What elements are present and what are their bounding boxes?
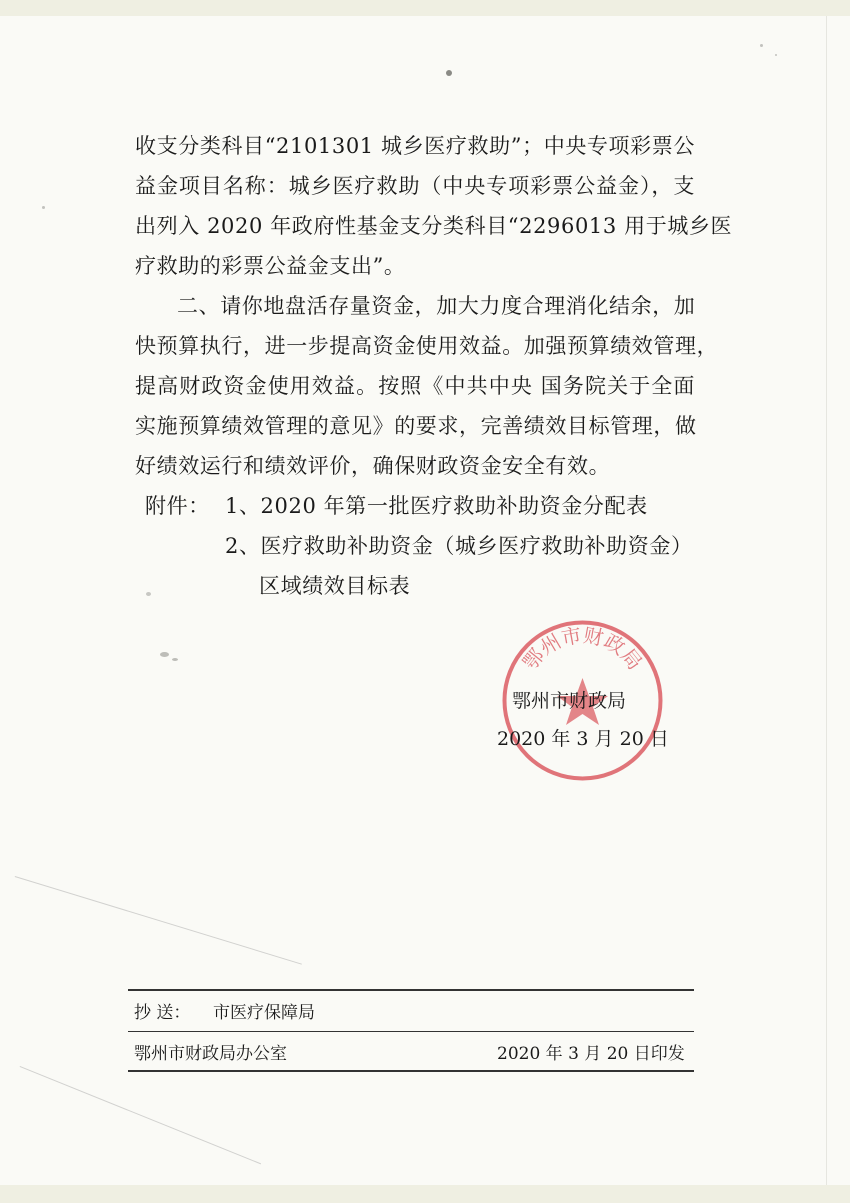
scan-edge-line [826, 16, 827, 1185]
footer-top-rule [128, 989, 694, 991]
attachments-label: 附件： [145, 494, 210, 518]
seal-text: 鄂州市财政局 [517, 622, 648, 675]
paragraph-line: 提高财政资金使用效益。按照《中共中央 国务院关于全面 [135, 374, 695, 398]
footer-middle-rule [128, 1031, 694, 1032]
signature-org: 鄂州市财政局 [512, 690, 627, 712]
paper-crease [15, 876, 302, 965]
paper-crease [20, 1066, 261, 1164]
paragraph-line: 实施预算绩效管理的意见》的要求，完善绩效目标管理，做 [135, 414, 697, 438]
scan-speck [146, 592, 151, 596]
attachment-item: 1、2020 年第一批医疗救助补助资金分配表 [225, 494, 648, 518]
scan-speck [760, 44, 763, 47]
scan-speck [446, 70, 452, 76]
attachment-item: 2、医疗救助补助资金（城乡医疗救助补助资金） [225, 534, 693, 558]
cc-label: 抄 送： [134, 1003, 191, 1023]
paragraph-line: 益金项目名称：城乡医疗救助（中央专项彩票公益金），支 [135, 174, 695, 198]
paragraph-line: 快预算执行，进一步提高资金使用效益。加强预算绩效管理， [135, 334, 719, 358]
signature-date: 2020 年 3 月 20 日 [497, 728, 669, 750]
document-page [0, 16, 850, 1185]
issuer: 鄂州市财政局办公室 [134, 1044, 287, 1064]
scan-speck [42, 206, 45, 209]
footer-bottom-rule [128, 1070, 694, 1072]
attachment-item: 区域绩效目标表 [259, 574, 411, 598]
cc-value: 市医疗保障局 [213, 1003, 315, 1023]
paragraph-line: 好绩效运行和绩效评价，确保财政资金安全有效。 [135, 454, 611, 478]
scan-speck [775, 54, 777, 56]
issue-date: 2020 年 3 月 20 日印发 [497, 1044, 685, 1064]
scan-speck [160, 652, 169, 657]
paragraph-line: 疗救助的彩票公益金支出”。 [135, 254, 406, 278]
paragraph-line: 二、请你地盘活存量资金，加大力度合理消化结余，加 [177, 294, 696, 318]
paragraph-line: 收支分类科目“2101301 城乡医疗救助”；中央专项彩票公 [135, 134, 695, 158]
scan-speck [172, 658, 178, 661]
paragraph-line: 出列入 2020 年政府性基金支分类科目“2296013 用于城乡医 [135, 214, 733, 238]
svg-text:鄂州市财政局 [518, 623, 648, 674]
